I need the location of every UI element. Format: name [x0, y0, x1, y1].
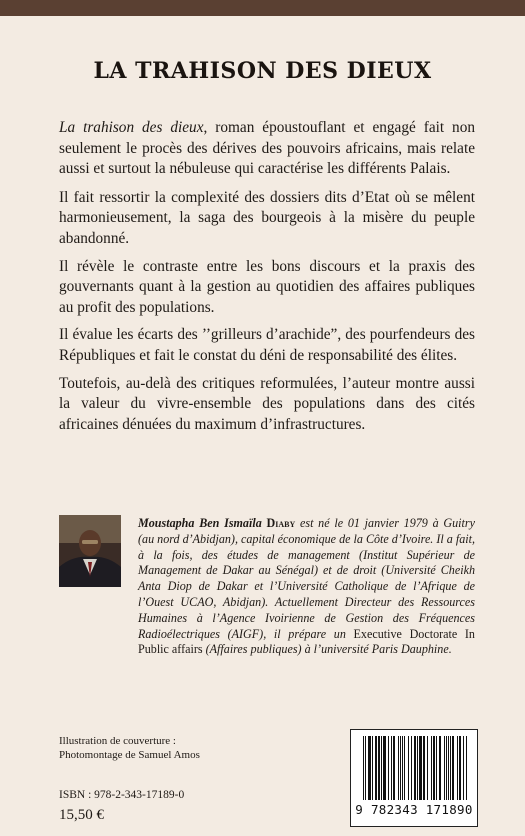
barcode-bar [419, 736, 422, 800]
cover-credit-line-2: Photomontage de Samuel Amos [59, 749, 200, 761]
author-surname: Diaby [266, 516, 296, 530]
blurb-paragraph-4: Il évalue les écarts des ’’grilleurs d’arachide”, des pourfendeurs des Républiques et fait le constat du déni de responsabilité des élites. [59, 326, 475, 364]
author-photo [59, 515, 121, 587]
book-price: 15,50 € [59, 807, 104, 823]
author-biography [138, 516, 475, 658]
barcode-bar [436, 736, 437, 800]
isbn-number: ISBN : 978-2-343-17189-0 [59, 789, 185, 801]
barcode-digits: 9 782343 171890 [355, 802, 473, 817]
barcode-bar [417, 736, 418, 800]
barcode-bar [398, 736, 399, 800]
barcode-bar [368, 736, 371, 800]
cover-credit-line-1: Illustration de couverture : [59, 735, 176, 747]
back-cover-blurb [59, 118, 475, 442]
author-bio-text-b: (Affaires publiques) à l’université Paris Dauphine. [202, 642, 452, 657]
author-bio-text-a: est né le 01 janvier 1979 à Guitry (au nord d’Abidjan), capital économique de la Côte d’Ivoire. Il a fait, à la fois, des études de management (Institut Supérieur de Management de Dakar au Sénégal) et de droit (Université Cheikh Anta Diop de Dakar et l’Université Catholique de l’Afrique de l’Ouest UCAO, Abidjan). Actuellement Directeur des Ressources Humaines à l’Agence Ivoirienne de Gestion des Fréquences Radioélectriques (AIGF), il prépare un [138, 516, 475, 641]
barcode-bar [363, 736, 364, 800]
barcode-bar [411, 736, 412, 800]
barcode-bar [388, 736, 389, 800]
barcode-bar [444, 736, 445, 800]
author-bio-program: Executive Doctorate In Public affairs [138, 626, 475, 657]
book-title: LA TRAHISON DES DIEUX [93, 58, 432, 84]
barcode-bar [423, 736, 425, 800]
top-color-band [0, 0, 525, 16]
barcode-bar [439, 736, 441, 800]
cover-credits [59, 734, 200, 762]
blurb-paragraph-1 [59, 118, 475, 180]
blurb-paragraph-5: Toutefois, au-delà des critiques reformulées, l’auteur montre aussi la valeur du vivre-ensemble des populations dans des cités africaines dénuées du maximum d’infrastructures. [59, 374, 475, 433]
barcode-bar [450, 736, 451, 800]
book-title-italic: La trahison des dieux [59, 119, 204, 136]
blurb-paragraph-1-text: , roman époustouflant et engagé fait non seulement le procès des dérives des pouvoirs africains, mais relate aussi et surtout la nébuleuse qui caractérise les différents Palais. [59, 119, 475, 178]
barcode-bar [414, 736, 416, 800]
barcode-bar [372, 736, 373, 800]
barcode-bars [357, 736, 471, 802]
barcode-bar [378, 736, 380, 800]
barcode-bar [452, 736, 454, 800]
barcode-bar [408, 736, 409, 800]
barcode [350, 729, 478, 827]
barcode-bar [431, 736, 432, 800]
author-photo-image [59, 515, 121, 587]
barcode-bar [466, 736, 467, 800]
barcode-bar [404, 736, 405, 800]
barcode-bar [381, 736, 382, 800]
barcode-bar [365, 736, 366, 800]
barcode-bar [463, 736, 464, 800]
barcode-bar [391, 736, 392, 800]
barcode-bar [459, 736, 461, 800]
barcode-bar [446, 736, 447, 800]
barcode-bar [448, 736, 449, 800]
author-name: Moustapha Ben Ismaïla [138, 516, 262, 530]
blurb-paragraph-3: Il révèle le contraste entre les bons discours et la praxis des gouvernants quant à la gestion au quotidien des affaires publiques au profit des populations. [59, 257, 475, 316]
barcode-bar [393, 736, 395, 800]
blurb-paragraph-2: Il fait ressortir la complexité des dossiers dits d’Etat où se mêlent harmonieusement, la saga des bourgeois à la misère du peuple abandonné. [59, 188, 475, 247]
barcode-bar [427, 736, 428, 800]
barcode-bar [400, 736, 401, 800]
barcode-bar [402, 736, 403, 800]
barcode-bar [383, 736, 386, 800]
barcode-bar [457, 736, 458, 800]
barcode-bar [433, 736, 435, 800]
barcode-bar [375, 736, 377, 800]
